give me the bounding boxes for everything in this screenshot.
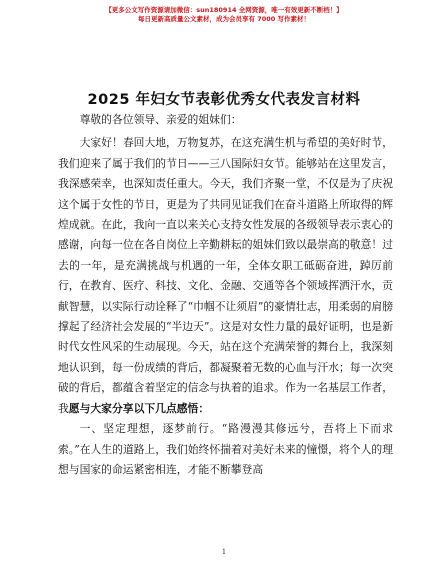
page-number: 1 (221, 548, 227, 556)
promo-banner-line-2: 每日更新高质量公文素材，成为会员享有 7000 写作素材！ (137, 15, 311, 23)
document-body (58, 110, 393, 480)
paragraph-1-emphasis: 愿与大家分享以下几点感悟： (68, 401, 210, 415)
promo-banner-line-1: 【更多公文写作资源请加微信：sun180914 全网资源，唯一有效更新不断档！】 (105, 6, 343, 14)
greeting: 尊敬的各位领导、亲爱的姐妹们： (79, 113, 242, 126)
paragraph-1-text: 大家好！春回大地，万物复苏，在这充满生机与希望的美好时节，我们迎来了属于我们的节日——三八国际妇女节。能够站在这里发言，我深感荣幸，也深知责任重大。今天，我们齐聚一堂，不仅是为了庆祝这个属于女性的节日，更是为了共同见证我们在奋斗道路上所取得的辉煌成就。在此，我向一直以来关心支持女性发展的各级领导表示衷心的感谢，向每一位在各自岗位上辛勤耕耘的姐妹们致以最崇高的敬意！过去的一年，是充满挑战与机遇的一年，全体女职工砥砺奋进，踔厉前行，在教育、医疗、科技、文化、金融、交通等各个领域挥洒汗水，贡献智慧，以实际行动诠释了“巾帼不让须眉”的豪情壮志，用柔弱的肩膀撑起了经济社会发展的“半边天”。这是对女性力量的最好证明，也是新时代女性风采的生动展现。今天，站在这个充满荣誉的舞台上，我深刻地认识到，每一份成绩的背后，都凝聚着无数的心血与汗水；每一次突破的背后，都蕴含着坚定的信念与执着的追求。作为一名基层工作者，我 (58, 136, 393, 415)
paragraph-1 (58, 133, 393, 419)
paragraph-2: 一、坚定理想，逐梦前行。“路漫漫其修远兮，吾将上下而求索。”在人生的道路上，我们始终怀揣着对美好未来的憧憬，将个人的理想与国家的命运紧密相连，才能不断攀登高 (58, 422, 393, 476)
document-title: 2025 年妇女节表彰优秀女代表发言材料 (87, 92, 361, 108)
promo-banner (0, 6, 448, 24)
